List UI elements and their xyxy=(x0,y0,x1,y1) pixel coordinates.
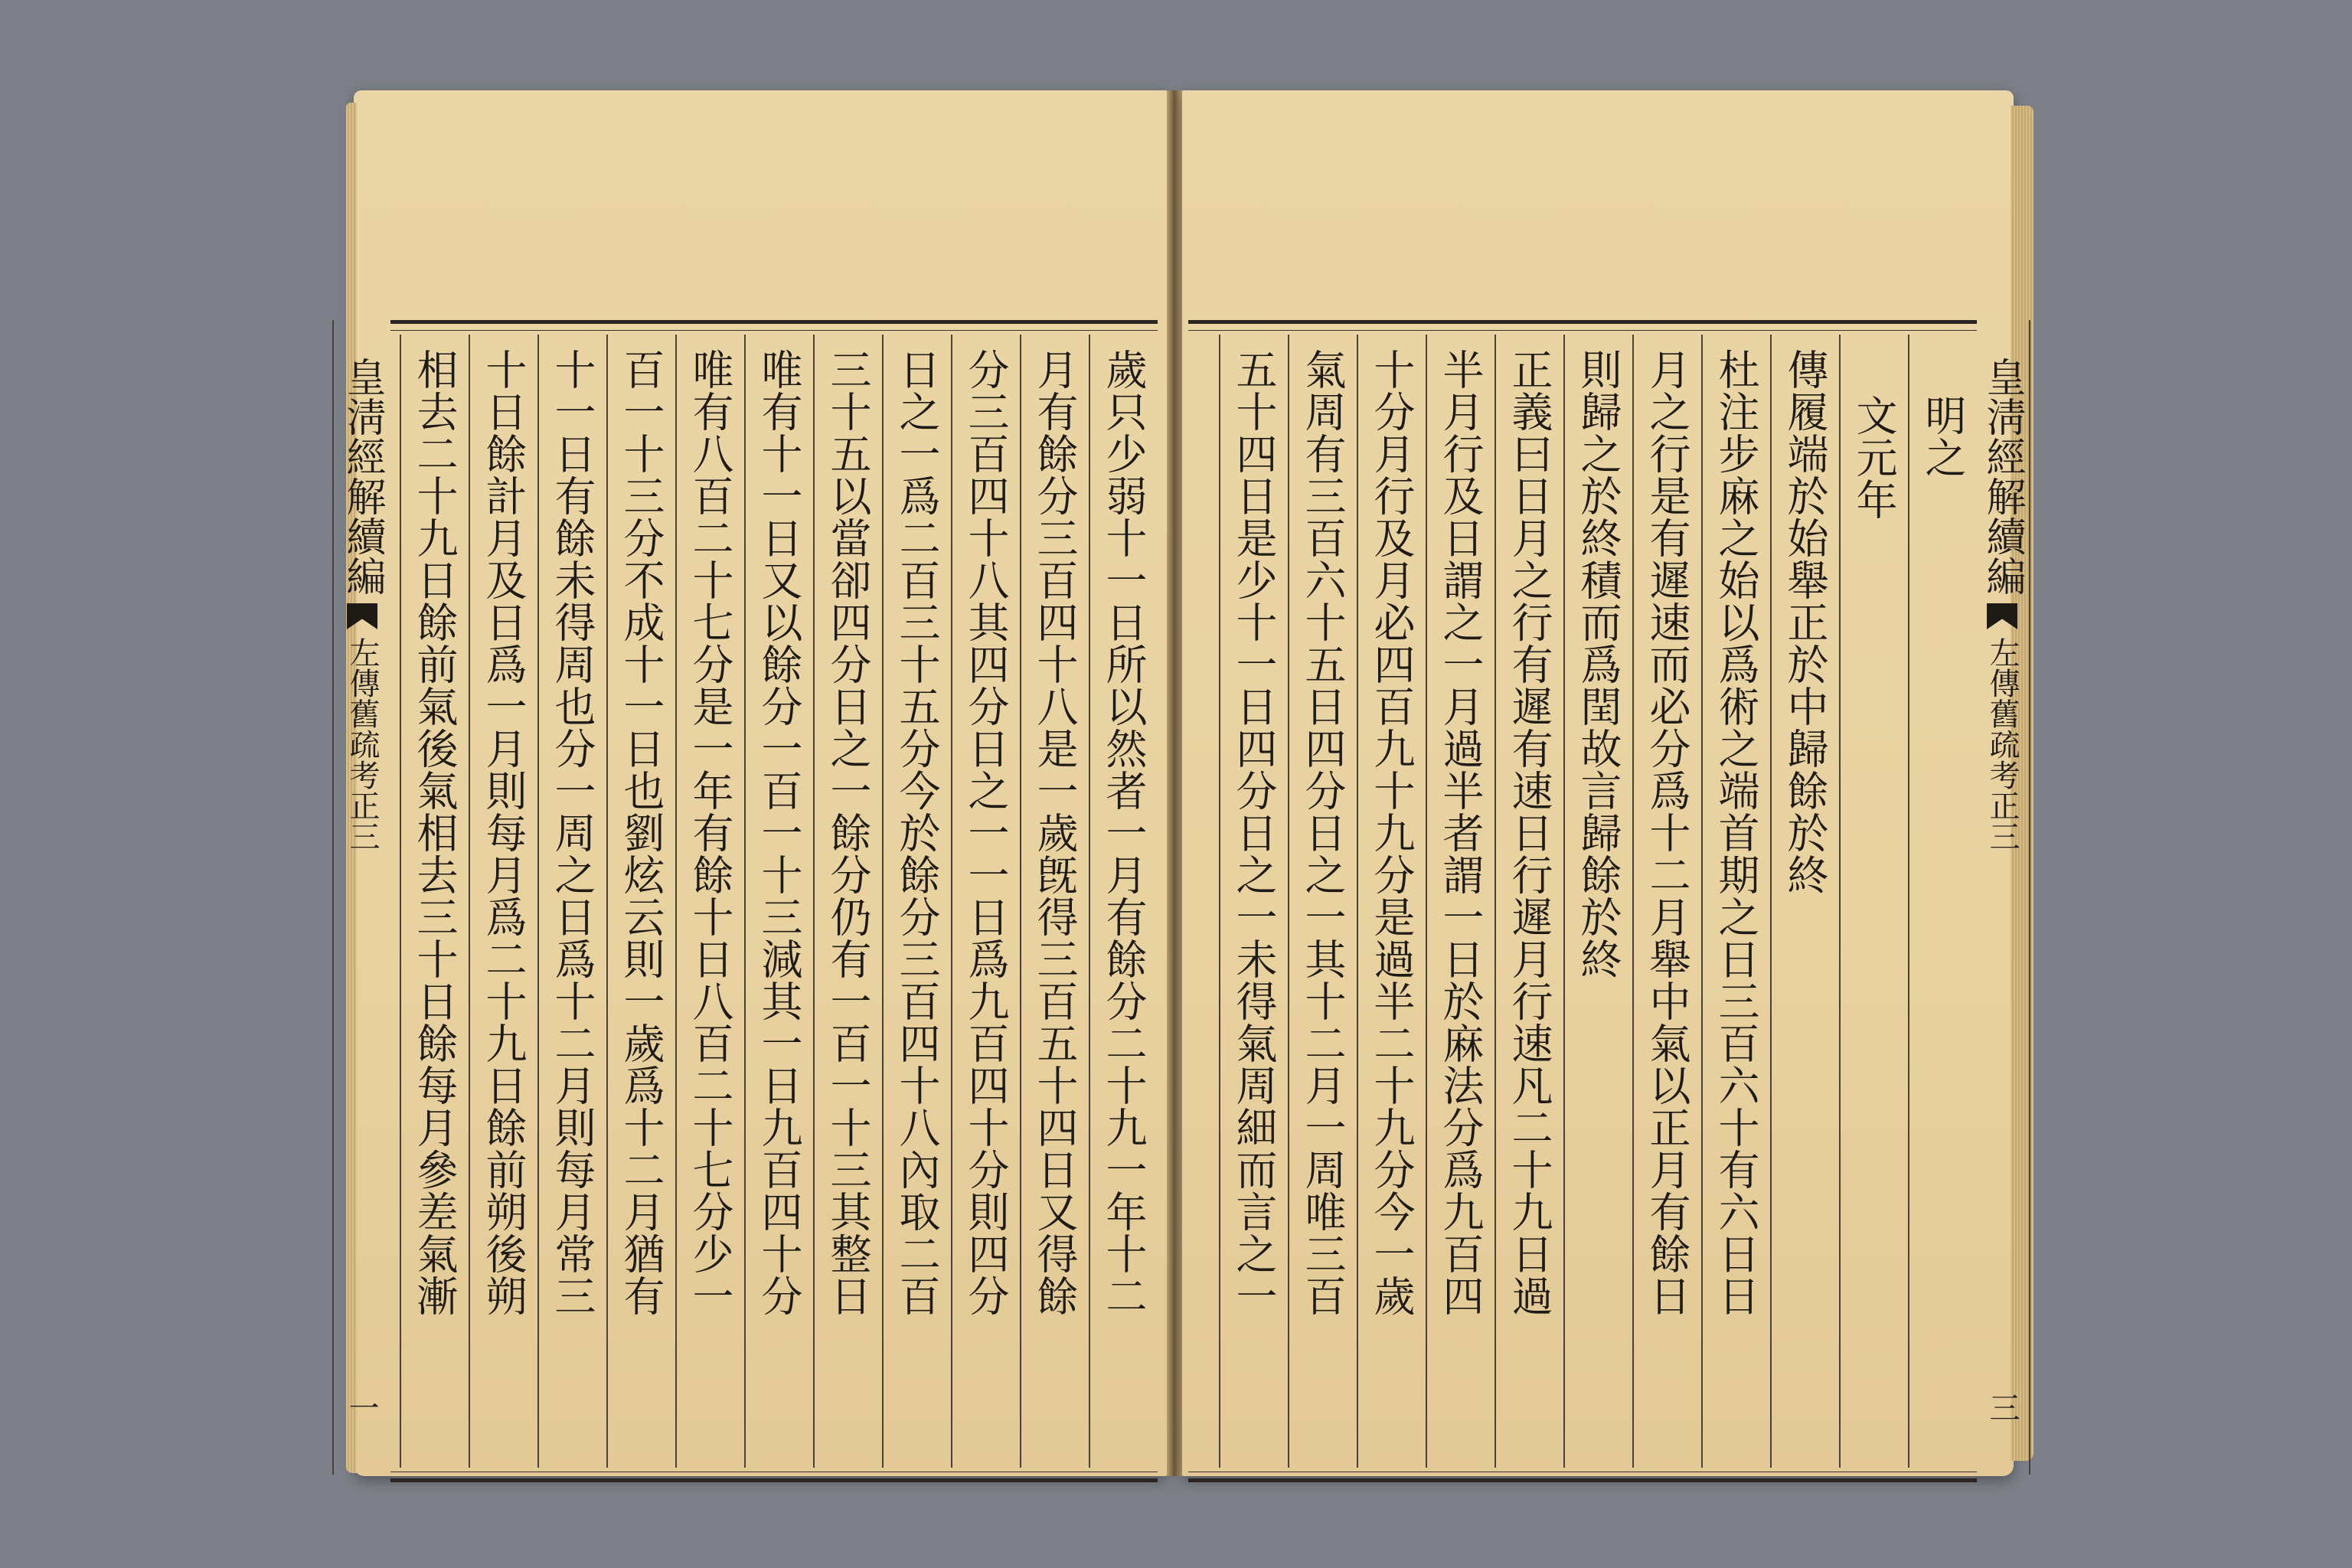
text-column: 相去二十九日餘前氣後氣相去三十日餘每月參差氣漸 xyxy=(400,335,469,1468)
text-column: 五十四日是少十一日四分日之一未得氣周細而言之一 xyxy=(1219,335,1288,1468)
left-text-frame xyxy=(390,320,1158,1482)
text-column: 則歸之於終積而爲閏故言歸餘於終 xyxy=(1563,335,1632,1468)
text-column: 日之一爲二百三十五分今於餘分三百四十八內取二百 xyxy=(882,335,951,1468)
text-column: 唯有八百二十七分是一年有餘十日八百二十七分少一 xyxy=(675,335,744,1468)
left-text-columns xyxy=(390,335,1158,1468)
text-column: 十分月行及月必四百九十九分是過半二十九分今一歲 xyxy=(1357,335,1426,1468)
text-column: 明之 xyxy=(1908,335,1977,1468)
text-column: 百一十三分不成十一日也劉炫云則一歲爲十二月猶有 xyxy=(606,335,675,1468)
text-column: 氣周有三百六十五日四分日之一其十二月一周唯三百 xyxy=(1288,335,1357,1468)
right-folio: 三 xyxy=(1984,1392,2020,1423)
text-column: 正義曰日月之行有遲有速日行遲月行速凡二十九日過 xyxy=(1494,335,1563,1468)
text-column: 分三百四十八其四分日之一一日爲九百四十分則四分 xyxy=(951,335,1020,1468)
right-page xyxy=(1182,90,2025,1476)
left-page xyxy=(339,90,1167,1476)
text-column: 十一日有餘未得周也分一周之日爲十二月則每月常三 xyxy=(537,335,606,1468)
text-column: 半月行及日謂之一月過半者謂一日於麻法分爲九百四 xyxy=(1426,335,1494,1468)
right-text-frame xyxy=(1188,320,1977,1482)
text-column: 杜注步麻之始以爲術之端首期之日三百六十有六日日 xyxy=(1701,335,1770,1468)
text-column: 三十五以當卻四分日之一餘分仍有一百一十三其整日 xyxy=(813,335,882,1468)
text-column: 月有餘分三百四十八是一歲旣得三百五十四日又得餘 xyxy=(1020,335,1089,1468)
text-column: 唯有十一日又以餘分一百一十三減其一日九百四十分 xyxy=(744,335,813,1468)
text-column: 傳履端於始舉正於中歸餘於終 xyxy=(1770,335,1839,1468)
left-banner xyxy=(332,320,389,1475)
left-folio: 一 xyxy=(344,1392,379,1423)
right-banner-section: 左傳舊疏考正三 xyxy=(1984,637,2020,851)
text-column: 文元年 xyxy=(1839,335,1908,1468)
text-column: 月之行是有遲速而必分爲十二月舉中氣以正月有餘日 xyxy=(1632,335,1701,1468)
text-column: 十日餘計月及日爲一月則每月爲二十九日餘前朔後朔 xyxy=(469,335,537,1468)
left-banner-title: 皇淸經解續編 xyxy=(339,357,385,596)
right-banner xyxy=(1974,320,2030,1475)
right-banner-title: 皇淸經解續編 xyxy=(1979,357,2025,596)
text-column: 歲只少弱十一日所以然者一月有餘分二十九一年十二 xyxy=(1089,335,1158,1468)
left-banner-section: 左傳舊疏考正三 xyxy=(345,637,380,851)
book-gutter xyxy=(1167,90,1182,1476)
fishtail-mark xyxy=(347,603,377,629)
fishtail-mark xyxy=(1987,603,2017,629)
open-book xyxy=(339,90,2025,1484)
right-text-columns xyxy=(1188,335,1977,1468)
